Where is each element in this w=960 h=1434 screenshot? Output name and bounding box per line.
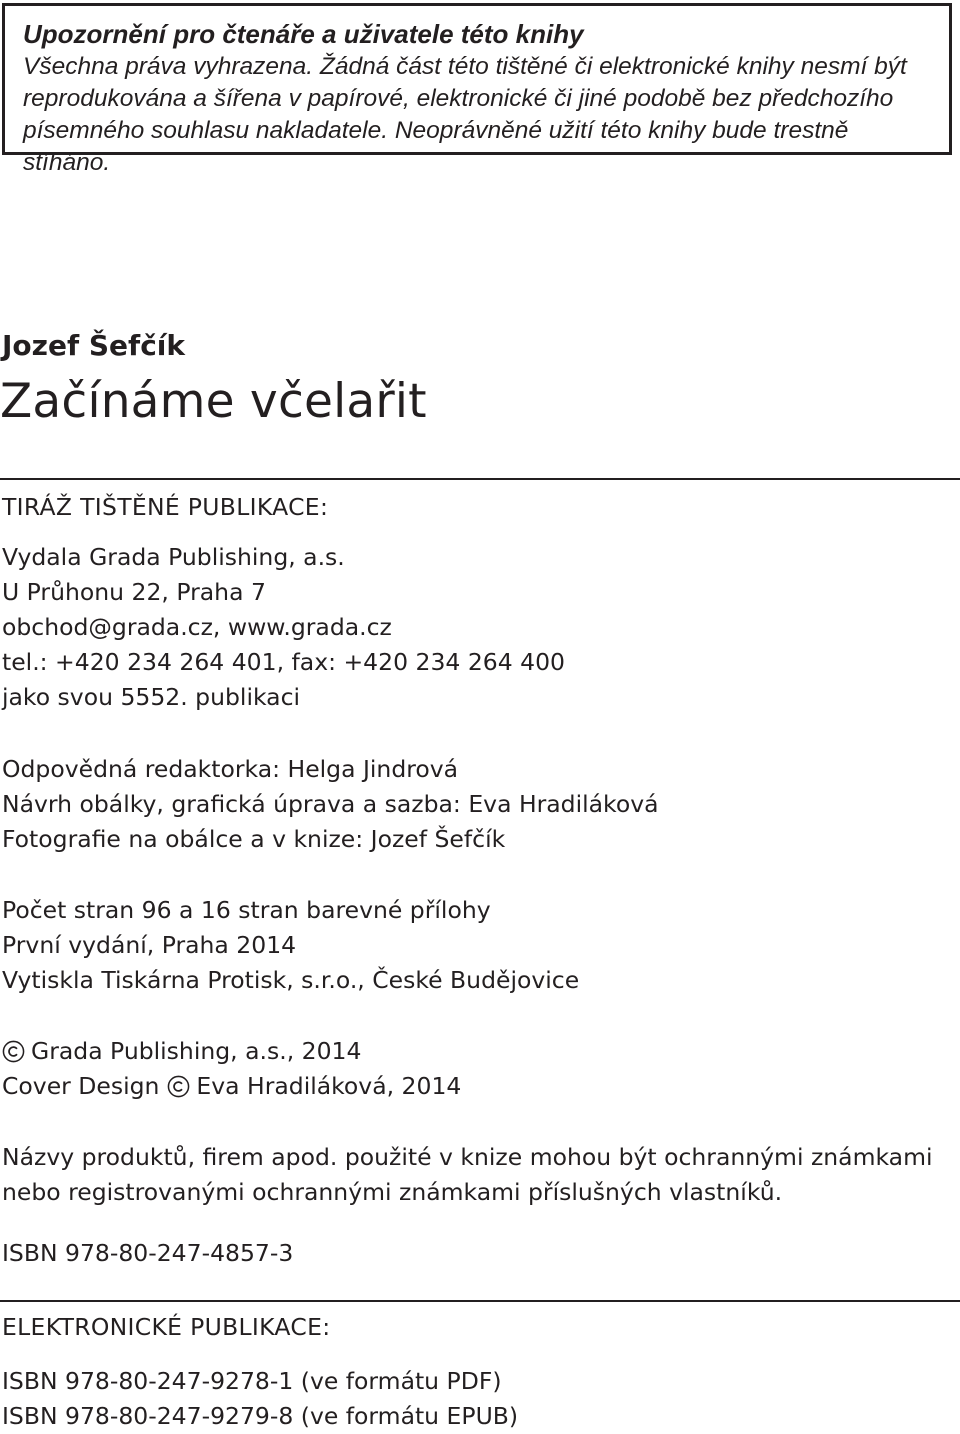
print-isbn-block (2, 1236, 293, 1271)
print-details (2, 893, 579, 998)
trademark-line: nebo registrovanými ochrannými známkami příslušných vlastníků. (2, 1178, 783, 1206)
publisher-contact-web: obchod@grada.cz, www.grada.cz (2, 613, 392, 641)
copyright-block (2, 1034, 461, 1104)
trademark-line: Názvy produktů, firem apod. použité v knize mohou být ochrannými známkami (2, 1143, 933, 1171)
notice-title: Upozornění pro čtenáře a uživatele této knihy (23, 19, 584, 49)
page-count: Počet stran 96 a 16 stran barevné přílohy (2, 896, 491, 924)
print-edition-heading: TIRÁŽ TIŠTĚNÉ PUBLIKACE: (2, 493, 329, 521)
photo-credit: Fotografie na obálce a v knize: Jozef Šefčík (2, 825, 506, 853)
book-author: Jozef Šefčík (2, 329, 186, 362)
copyright-icon (167, 1075, 190, 1098)
isbn-epub: ISBN 978-80-247-9279-8 (ve formátu EPUB) (2, 1402, 519, 1430)
editor-credit: Odpovědná redaktorka: Helga Jindrová (2, 755, 459, 783)
credits (2, 752, 659, 857)
cover-design-text: Eva Hradiláková, 2014 (196, 1072, 462, 1100)
cover-design-label: Cover Design (2, 1072, 160, 1100)
publisher-info (2, 540, 565, 715)
publication-number: jako svou 5552. publikaci (2, 683, 301, 711)
divider-electronic-edition (0, 1300, 960, 1302)
notice-line: reprodukována a šířena v papírové, elektronické či jiné podobě bez předchozího (23, 85, 894, 112)
trademark-notice (2, 1140, 933, 1210)
copyright-icon (2, 1040, 25, 1063)
print-isbn: ISBN 978-80-247-4857-3 (2, 1239, 294, 1267)
publisher-line: Vydala Grada Publishing, a.s. (2, 543, 345, 571)
copyright-line-cover (2, 1069, 461, 1104)
divider-print-edition (0, 478, 960, 480)
electronic-isbn-block (2, 1364, 518, 1434)
isbn-pdf: ISBN 978-80-247-9278-1 (ve formátu PDF) (2, 1367, 502, 1395)
copyright-line-publisher (2, 1034, 461, 1069)
publisher-phone-fax: tel.: +420 234 264 401, fax: +420 234 264 400 (2, 648, 566, 676)
book-title: Začínáme včelařit (0, 374, 427, 429)
printer-info: Vytiskla Tiskárna Protisk, s.r.o., České Budějovice (2, 966, 580, 994)
copyright-publisher-text: Grada Publishing, a.s., 2014 (31, 1037, 362, 1065)
edition-info: První vydání, Praha 2014 (2, 931, 297, 959)
notice-line: Všechna práva vyhrazena. Žádná část této tištěné či elektronické knihy nesmí být (23, 53, 907, 80)
design-credit: Návrh obálky, grafická úprava a sazba: Eva Hradiláková (2, 790, 659, 818)
copyright-notice-box (2, 3, 952, 176)
notice-line: písemného souhlasu nakladatele. Neoprávněné užití této knihy bude trestně stíháno. (23, 117, 849, 176)
electronic-edition-heading: ELEKTRONICKÉ PUBLIKACE: (2, 1313, 331, 1341)
publisher-address: U Průhonu 22, Praha 7 (2, 578, 266, 606)
